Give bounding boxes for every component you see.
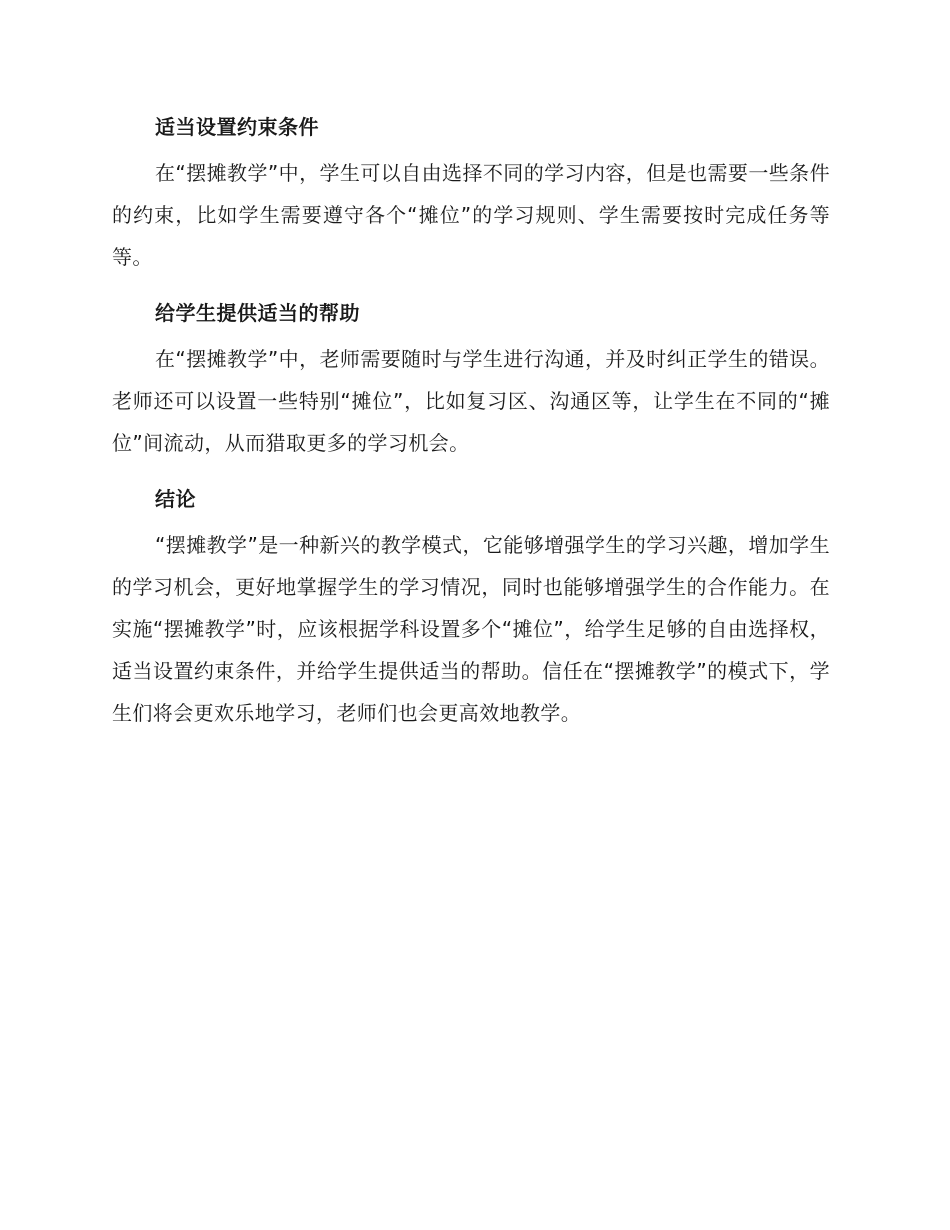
section-paragraph: 在“摆摊教学”中，学生可以自由选择不同的学习内容，但是也需要一些条件的约束，比如学生需要遵守各个“摊位”的学习规则、学生需要按时完成任务等等。: [112, 161, 830, 269]
section-heading: 结论: [155, 487, 196, 511]
document-page: [112, 106, 830, 748]
section-constraints: [112, 106, 830, 278]
section-conclusion: [112, 478, 830, 734]
section-heading: 给学生提供适当的帮助: [155, 301, 360, 325]
section-paragraph: “摆摊教学”是一种新兴的教学模式，它能够增强学生的学习兴趣，增加学生的学习机会，更好地掌握学生的学习情况，同时也能够增强学生的合作能力。在实施“摆摊教学”时，应该根据学科设置多个“摊位”，给学生足够的自由选择权，适当设置约束条件，并给学生提供适当的帮助。信任在“摆摊教学”的模式下，学生们将会更欢乐地学习，老师们也会更高效地教学。: [112, 533, 830, 725]
section-paragraph: 在“摆摊教学”中，老师需要随时与学生进行沟通，并及时纠正学生的错误。老师还可以设置一些特别“摊位”，比如复习区、沟通区等，让学生在不同的“摊位”间流动，从而猎取更多的学习机会。: [112, 347, 830, 455]
section-heading: 适当设置约束条件: [155, 115, 319, 139]
section-help: [112, 292, 830, 464]
